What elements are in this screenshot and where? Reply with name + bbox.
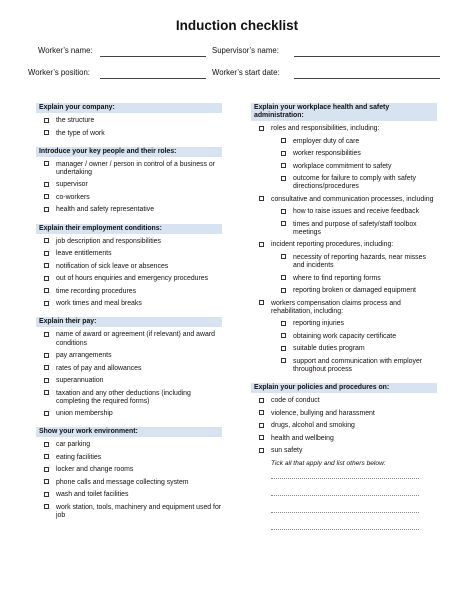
supervisors-name-label: Supervisor’s name: <box>212 46 279 55</box>
checklist-item[interactable] <box>251 300 437 316</box>
whs-section <box>251 103 437 374</box>
checklist-item-label: supervisor <box>56 181 88 189</box>
checklist-item-label: out of hours enquiries and emergency procedures <box>56 275 209 283</box>
checklist-item[interactable] <box>36 365 222 373</box>
checklist-item-label: support and communication with employer throughout process <box>293 357 423 374</box>
people-section <box>36 147 222 215</box>
checklist-item-label: locker and change rooms <box>56 466 134 474</box>
checkbox[interactable] <box>259 448 264 453</box>
checklist-item-label: leave entitlements <box>56 250 112 258</box>
checkbox[interactable] <box>44 251 49 256</box>
checklist-item-label: union membership <box>56 410 113 418</box>
checkbox[interactable] <box>281 176 286 181</box>
checkbox[interactable] <box>44 411 49 416</box>
write-in-line[interactable] <box>271 495 419 496</box>
checkbox[interactable] <box>281 163 286 168</box>
checkbox[interactable] <box>44 288 49 293</box>
checklist-item[interactable] <box>251 397 437 405</box>
checkbox[interactable] <box>44 194 49 199</box>
checklist-item[interactable] <box>36 275 222 283</box>
checklist-item-label: times and purpose of safety/staff toolbox meetings <box>293 220 417 236</box>
checkbox[interactable] <box>281 333 286 338</box>
checklist-subitem[interactable] <box>251 320 437 328</box>
workers-start-date-field[interactable] <box>294 78 440 79</box>
checkbox[interactable] <box>281 358 286 363</box>
workers-position-label: Worker’s position: <box>28 68 90 77</box>
checkbox[interactable] <box>44 301 49 306</box>
checklist-item-label: necessity of reporting hazards, near misses and incidents <box>293 253 426 270</box>
checklist-item[interactable] <box>36 377 222 385</box>
checklist-item[interactable] <box>251 410 437 418</box>
checklist-subitem[interactable] <box>251 333 437 341</box>
checklist-item-label: manager / owner / person in control of a business or undertaking <box>56 160 215 176</box>
checklist-item-label: pay arrangements <box>56 352 112 360</box>
checkbox[interactable] <box>44 454 49 459</box>
checklist-subitem[interactable] <box>251 287 437 295</box>
checklist-item-label: notification of sick leave or absences <box>56 262 169 270</box>
checklist-item[interactable] <box>36 491 222 499</box>
checklist-item-label: work station, tools, machinery and equipment used for job <box>56 503 222 520</box>
checkbox[interactable] <box>259 435 264 440</box>
checklist-subitem[interactable] <box>251 275 437 283</box>
checklist-item[interactable] <box>36 390 222 406</box>
checklist-item-label: eating facilities <box>56 453 102 461</box>
checklist-item-label: work times and meal breaks <box>56 300 142 308</box>
checkbox[interactable] <box>281 288 286 293</box>
checklist-item-label: drugs, alcohol and smoking <box>271 422 355 430</box>
checklist-item-label: violence, bullying and harassment <box>271 409 375 417</box>
pay-section <box>36 317 222 418</box>
checklist-subitem[interactable] <box>251 221 437 237</box>
checklist-subitem[interactable] <box>251 175 437 191</box>
checklist-item-label: the type of work <box>56 129 105 137</box>
instruction-note: Tick all that apply and list others below: <box>271 459 386 467</box>
checklist-item-label: taxation and any other deductions (including completing the required forms) <box>56 389 191 405</box>
checkbox[interactable] <box>281 221 286 226</box>
checkbox[interactable] <box>281 346 286 351</box>
company-section <box>36 103 222 138</box>
checklist-item-label: reporting injuries <box>293 320 344 328</box>
checklist-item[interactable] <box>36 238 222 246</box>
checkbox[interactable] <box>281 275 286 280</box>
checklist-item-label: the structure <box>56 117 95 124</box>
checklist-item-label: sun safety <box>271 447 303 455</box>
checkbox[interactable] <box>44 479 49 484</box>
checkbox[interactable] <box>44 390 49 395</box>
checkbox[interactable] <box>281 209 286 214</box>
checklist-item[interactable] <box>251 447 437 455</box>
checkbox[interactable] <box>259 410 264 415</box>
policies-section <box>251 383 437 530</box>
workers-name-label: Worker’s name: <box>38 46 93 55</box>
checklist-subitem[interactable] <box>251 254 437 270</box>
checklist-item[interactable] <box>36 263 222 271</box>
checklist-item[interactable] <box>251 196 437 204</box>
checklist-item[interactable] <box>251 125 437 133</box>
checklist-item[interactable] <box>251 435 437 443</box>
checklist-item-label: obtaining work capacity certificate <box>293 332 397 340</box>
workers-position-field[interactable] <box>100 78 206 79</box>
checklist-item-label: workplace commitment to safety <box>293 162 392 170</box>
checkbox[interactable] <box>44 467 49 472</box>
workers-start-date-label: Worker’s start date: <box>212 68 280 77</box>
checklist-item-label: health and wellbeing <box>271 434 334 442</box>
checklist-item[interactable] <box>36 466 222 474</box>
checkbox[interactable] <box>44 365 49 370</box>
checklist-item-label: worker responsibilities <box>293 150 361 157</box>
checklist-item[interactable] <box>36 331 222 347</box>
checklist-item-label: superannuation <box>56 377 104 385</box>
checklist-item[interactable] <box>36 117 222 125</box>
workers-name-field[interactable] <box>100 56 206 57</box>
checklist-item[interactable] <box>36 300 222 308</box>
checklist-item[interactable] <box>36 194 222 202</box>
checklist-item-label: co-workers <box>56 193 90 201</box>
checkbox[interactable] <box>259 196 264 201</box>
checkbox[interactable] <box>44 378 49 383</box>
checkbox[interactable] <box>44 161 49 166</box>
write-in-line[interactable] <box>271 478 419 479</box>
checklist-item[interactable] <box>251 422 437 430</box>
checklist-item-label: suitable duties program <box>293 345 365 353</box>
checklist-item[interactable] <box>36 288 222 296</box>
checklist-item[interactable] <box>36 410 222 418</box>
section-header: Explain your policies and procedures on: <box>251 383 437 393</box>
checklist-item[interactable] <box>36 130 222 138</box>
section-header: Explain their pay: <box>36 317 222 327</box>
section-header: Explain your company: <box>36 103 222 113</box>
checkbox[interactable] <box>44 130 49 135</box>
checkbox[interactable] <box>281 138 286 143</box>
checkbox[interactable] <box>259 242 264 247</box>
checklist-item-label: incident reporting procedures, including: <box>271 241 394 249</box>
checklist-item[interactable] <box>36 352 222 360</box>
checkbox[interactable] <box>281 321 286 326</box>
checkbox[interactable] <box>44 118 49 123</box>
section-header: Explain their employment conditions: <box>36 224 222 234</box>
checkbox[interactable] <box>44 504 49 509</box>
checklist-item[interactable] <box>36 206 222 214</box>
checklist-item-label: job description and responsibilities <box>56 237 161 245</box>
checkbox[interactable] <box>44 276 49 281</box>
checkbox[interactable] <box>44 207 49 212</box>
checkbox[interactable] <box>44 442 49 447</box>
checklist-item[interactable] <box>36 181 222 189</box>
checklist-item-label: reporting broken or damaged equipment <box>293 287 416 295</box>
checklist-item-label: employer duty of care <box>293 137 360 145</box>
checklist-item[interactable] <box>251 241 437 249</box>
right-column <box>251 103 437 546</box>
checkbox[interactable] <box>44 492 49 497</box>
checklist-subitem[interactable] <box>251 150 437 158</box>
supervisors-name-field[interactable] <box>294 56 440 57</box>
checklist-item-label: consultative and communication processes, including <box>271 195 434 203</box>
checkbox[interactable] <box>281 151 286 156</box>
checklist-item-label: how to raise issues and receive feedback <box>293 208 420 216</box>
checklist-item[interactable] <box>36 161 222 177</box>
checklist-subitem[interactable] <box>251 163 437 171</box>
checklist-item-label: time recording procedures <box>56 287 137 295</box>
checklist-subitem[interactable] <box>251 208 437 216</box>
employment-section <box>36 224 222 309</box>
checklist-item-label: code of conduct <box>271 397 320 405</box>
checkbox[interactable] <box>44 182 49 187</box>
checklist-item[interactable] <box>36 441 222 449</box>
section-header: Introduce your key people and their roles: <box>36 147 222 157</box>
write-in-line[interactable] <box>271 529 419 530</box>
checklist-item-label: outcome for failure to comply with safety directions/procedures <box>293 175 416 191</box>
left-column <box>36 103 222 529</box>
checklist-item[interactable] <box>36 454 222 462</box>
checkbox[interactable] <box>44 263 49 268</box>
checklist-item-label: phone calls and message collecting system <box>56 478 189 486</box>
checklist-subitem[interactable] <box>251 138 437 146</box>
checkbox[interactable] <box>259 126 264 131</box>
checklist-item-label: where to find reporting forms <box>293 274 381 282</box>
checklist-item-label: roles and responsibilities, including: <box>271 125 380 132</box>
checkbox[interactable] <box>44 238 49 243</box>
checklist-item[interactable] <box>36 479 222 487</box>
section-header: Explain your workplace health and safety administration: <box>251 103 437 121</box>
checkbox[interactable] <box>44 332 49 337</box>
checklist-item[interactable] <box>36 250 222 258</box>
section-header: Show your work environment: <box>36 427 222 437</box>
checkbox[interactable] <box>259 398 264 403</box>
checklist-subitem[interactable] <box>251 358 437 374</box>
checklist-item-label: name of award or agreement (if relevant) and award conditions <box>56 331 215 347</box>
checkbox[interactable] <box>259 423 264 428</box>
checklist-item-label: car parking <box>56 441 91 449</box>
write-in-line[interactable] <box>271 512 419 513</box>
checkbox[interactable] <box>259 300 264 305</box>
environment-section <box>36 427 222 520</box>
checklist-item-label: workers compensation claims process and rehabilitation, including: <box>271 299 401 315</box>
checklist-item-label: wash and toilet facilities <box>56 491 129 499</box>
checkbox[interactable] <box>44 353 49 358</box>
checklist-item-label: health and safety representative <box>56 206 155 214</box>
checklist-subitem[interactable] <box>251 345 437 353</box>
page-title: Induction checklist <box>175 18 299 33</box>
checkbox[interactable] <box>281 254 286 259</box>
checklist-item[interactable] <box>36 504 222 520</box>
checklist-item-label: rates of pay and allowances <box>56 364 142 372</box>
